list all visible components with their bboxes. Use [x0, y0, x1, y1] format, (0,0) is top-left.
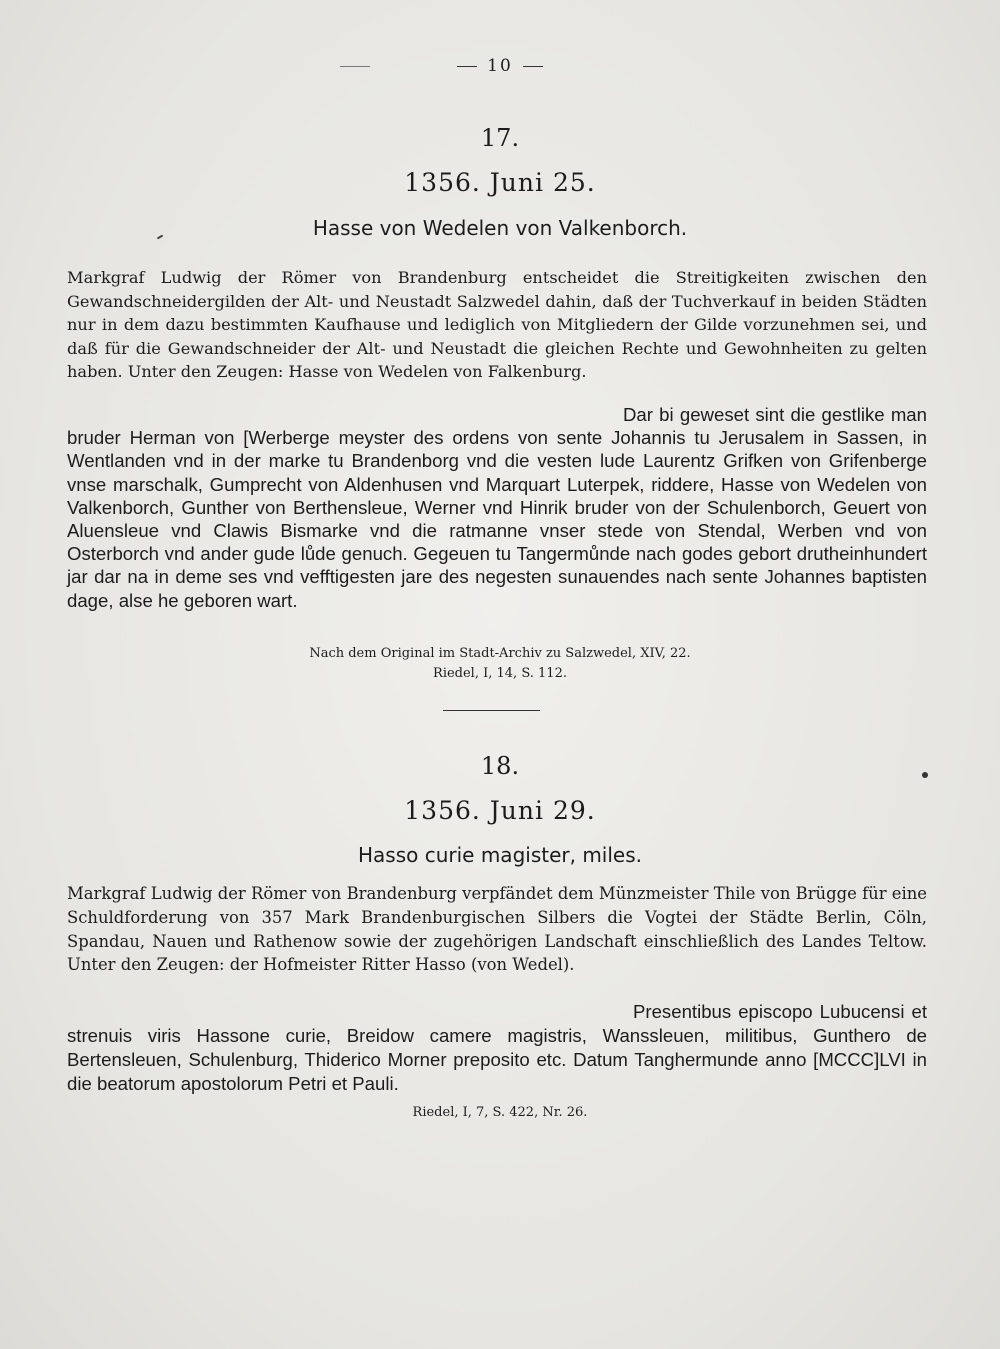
section-divider [443, 710, 540, 711]
page-number-dash-left [457, 66, 477, 67]
document-heading: Hasse von Wedelen von Valkenborch. [312, 216, 688, 240]
document-heading: Hasso curie magister, miles. [357, 843, 642, 867]
document-summary: Markgraf Ludwig der Römer von Brandenburg entscheidet die Streitigkeiten zwischen den Gewandschneidergilden der Alt- und Neustadt Salzwedel dahin, daß der Tuchverkauf in beiden Städten nur in dem dazu bestimmten Kaufhause und lediglich von Mitgliedern der Gilde vorzunehmen sei, und daß für die Gewandschneider der Alt- und Neustadt die gleichen Rechte und Gewohnheiten zu gelten haben. Unter den Zeugen: Hasse von Wedelen von Falkenburg. [67, 268, 927, 382]
page-number-dash-right [523, 66, 543, 67]
latin-text [67, 1000, 927, 1096]
source-line: Nach dem Original im Stadt-Archiv zu Salzwedel, XIV, 22. [309, 646, 691, 661]
document-date: 1356. Juni 25. [404, 168, 596, 197]
document-number: 18. [480, 752, 520, 780]
document-summary: Markgraf Ludwig der Römer von Brandenburg verpfändet dem Münzmeister Thile von Brügge für eine Schuldforderung von 357 Mark Brandenburgischen Silbers die Vogtei der Städte Berlin, Cöln, Spandau, Nauen und Rathenow sowie der zugehörigen Landschaft einschließlich des Landes Teltow. Unter den Zeugen: der Hofmeister Ritter Hasso (von Wedel). [67, 884, 927, 975]
source-line: Riedel, I, 7, S. 422, Nr. 26. [412, 1105, 588, 1120]
document-date: 1356. Juni 29. [404, 796, 596, 825]
source-line: Riedel, I, 14, S. 112. [433, 666, 567, 681]
source-citation [0, 1103, 1000, 1123]
latin-text-body: Dar bi geweset sint die gestlike man bruder Herman von [Werberge meyster des ordens von sente Johannis tu Jerusalem in Sassen, in Wentlanden vnd in der marke tu Brandenborg vnd die vesten lude Laurentz Grifken von Grifenberge vnse marschalk, Gumprecht von Aldenhusen vnd Marquart Luterpek, riddere, Hasse von Wedelen von Valkenborch, Gunther von Berthensleue, Werner vnd Hinrik bruder von der Schulenborch, Geuert von Aluensleue vnd Clawis Bismarke vnd die ratmanne vnser stede von Stendal, Werben vnd von Osterborch vnd ander gude lůde genuch. Gegeuen tu Tangermůnde nach godes gebort drutheinhundert jar dar na in deme ses vnd vefftigesten jare des negesten sunauendes nach sente Johannes baptisten dage, alse he geboren wart. [67, 404, 927, 611]
latin-text-body: Presentibus episcopo Lubucensi et strenuis viris Hassone curie, Breidow camere magistris, Wanssleuen, militibus, Gunthero de Bertensleuen, Schulenburg, Thiderico Morner preposito etc. Datum Tanghermunde anno [MCCC]LVI in die beatorum apostolorum Petri et Pauli. [67, 1001, 927, 1094]
page-number: 10 [0, 56, 1000, 76]
source-citation [0, 644, 1000, 684]
margin-speck [922, 772, 928, 778]
margin-mark [340, 66, 370, 67]
document-number: 17. [480, 124, 520, 152]
latin-text [67, 403, 927, 612]
